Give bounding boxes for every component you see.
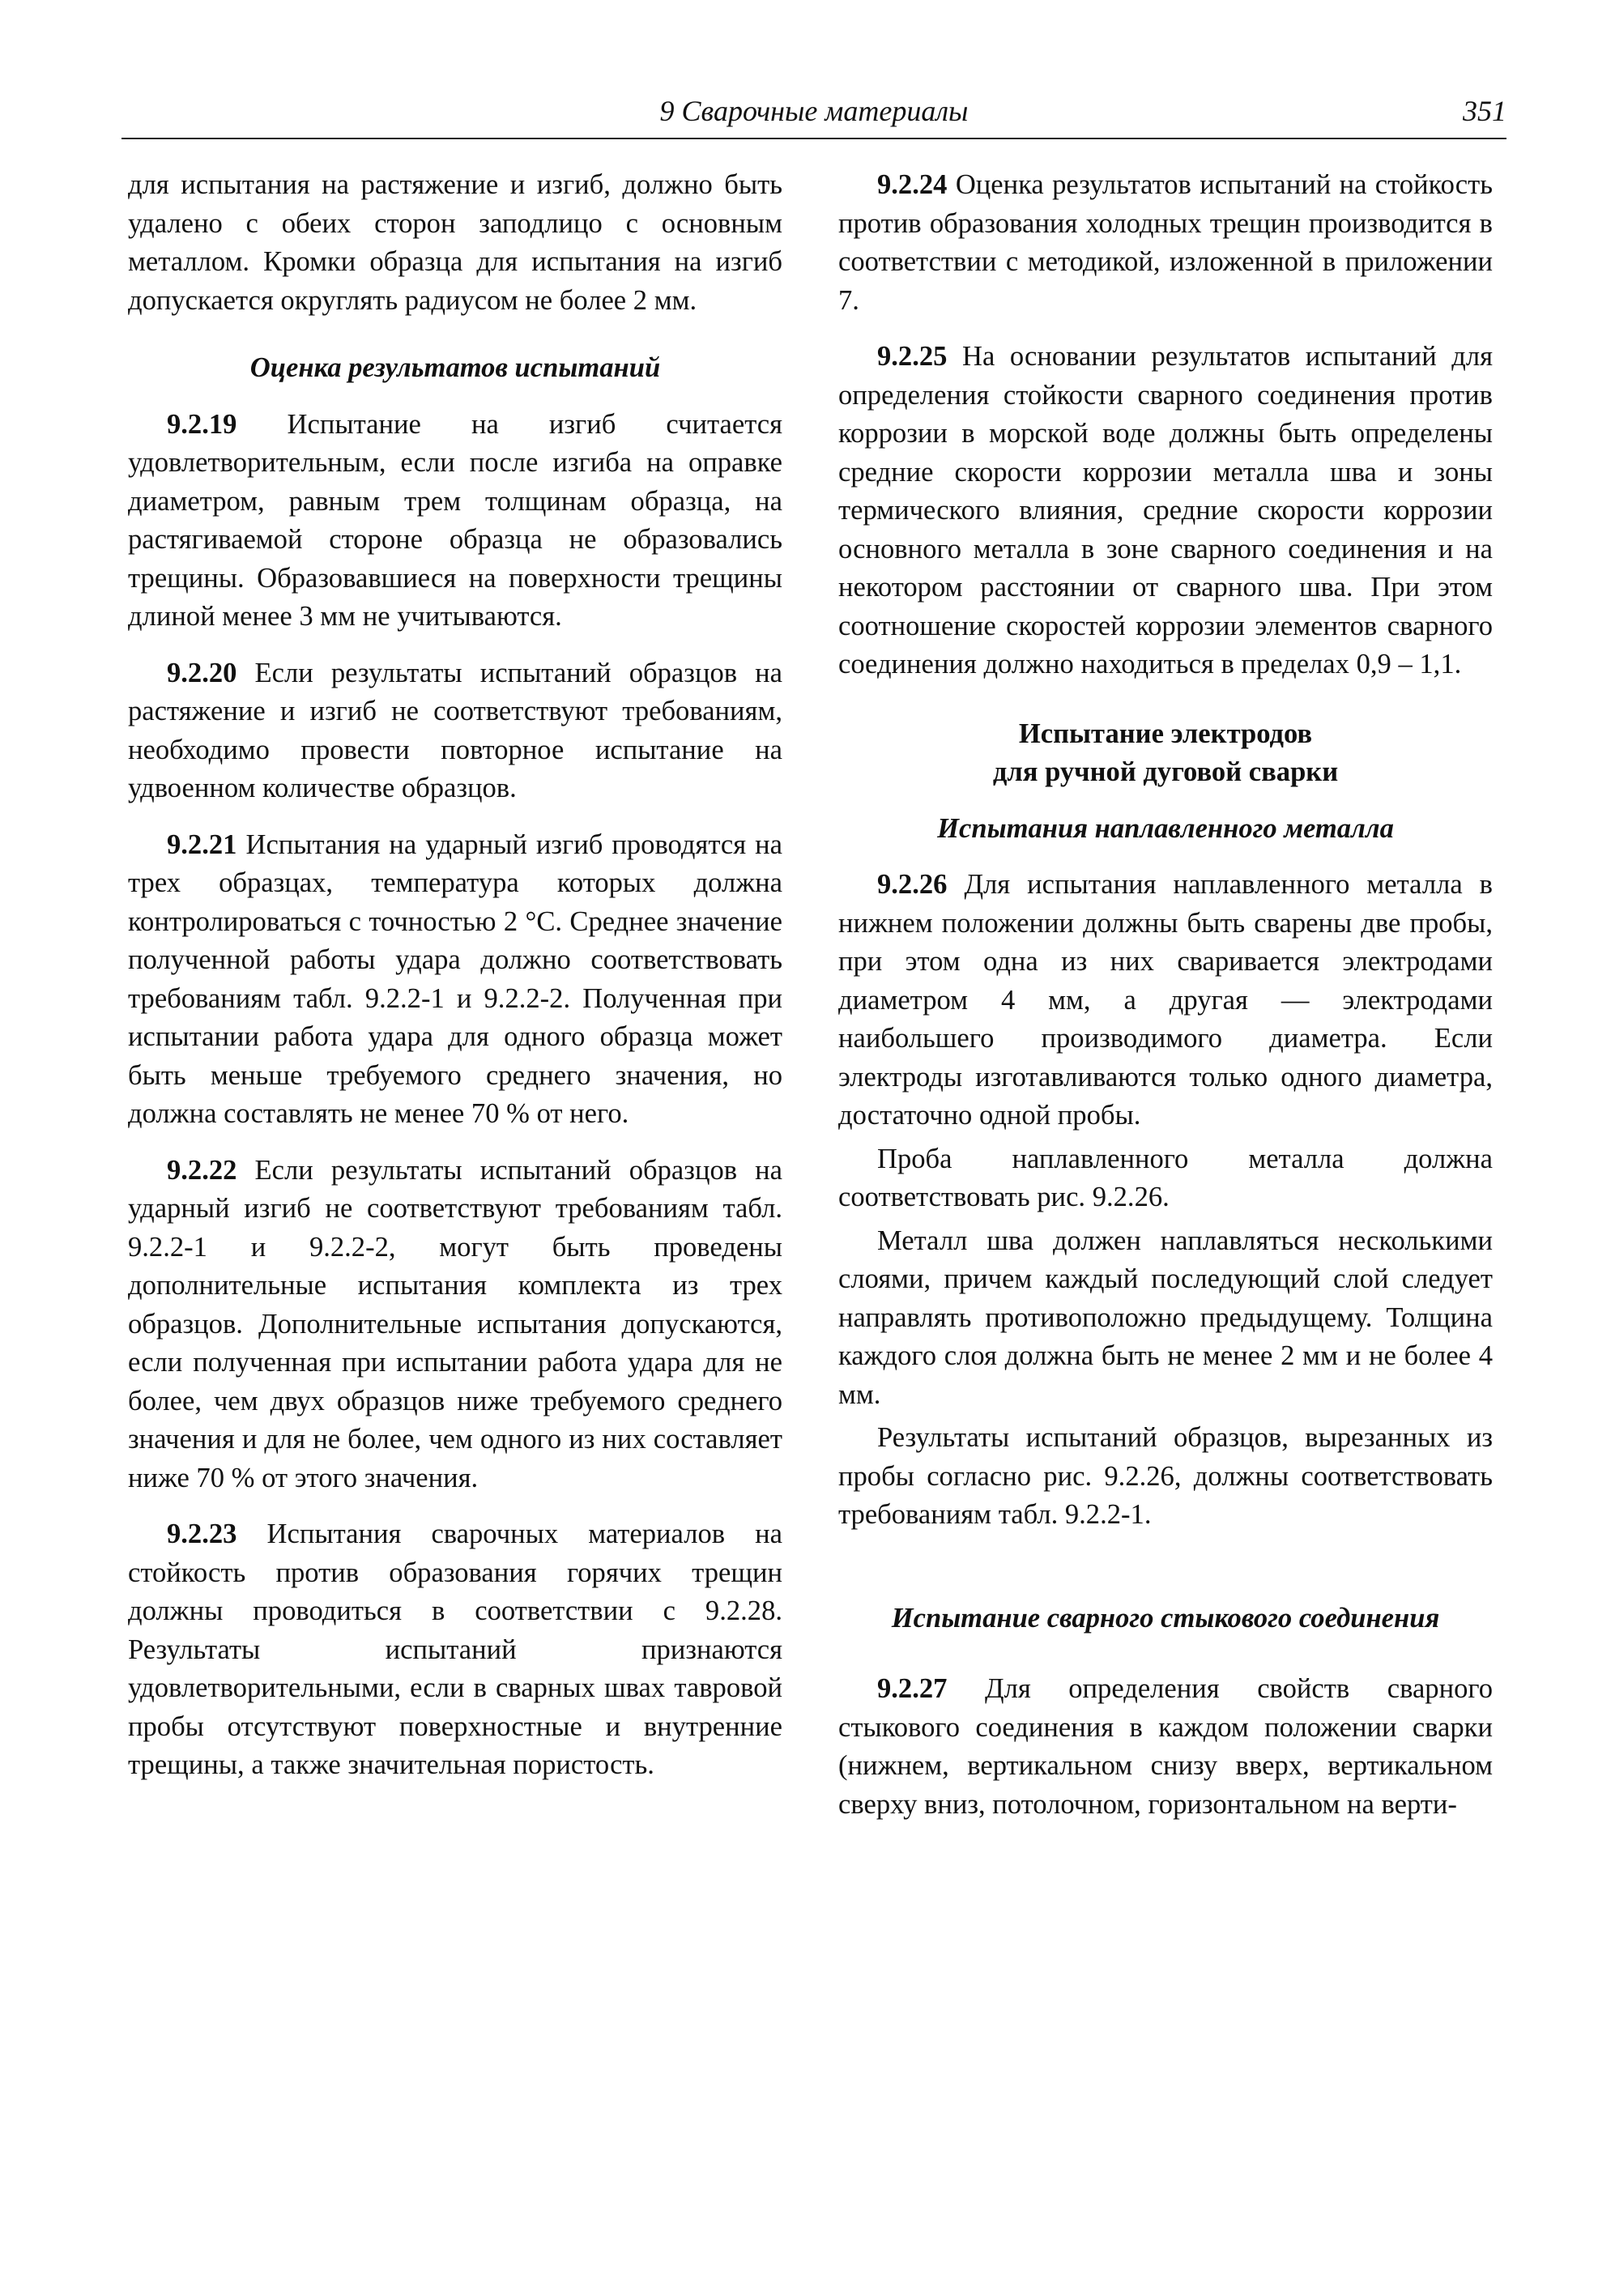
paragraph-number: 9.2.23 — [167, 1519, 237, 1549]
paragraph-text: Испытание на изгиб считается удовлетворительным, если после изгиба на оправке диаметром, равным трем толщинам образца, на растягиваемой стороне образца не образовались трещины. Образовавшиеся на поверхности трещины длиной менее 3 мм не учитываются. — [128, 408, 782, 632]
paragraph-9-2-26-d: Результаты испытаний образцов, вырезанных из пробы согласно рис. 9.2.26, должны соответствовать требованиям табл. 9.2.2-1. — [838, 1422, 1493, 1530]
paragraph-text: На основании результатов испытаний для определения стойкости сварного соединения против коррозии в морской воде должны быть определены средние скорости коррозии металла шва и зоны термического влияния, средние скорости коррозии основного металла в зоне сварного соединения и на некотором расстоянии от сварного шва. При этом соотношение скоростей коррозии элементов сварного соединения должно находиться в пределах 0,9 – 1,1. — [838, 341, 1493, 679]
paragraph-9-2-27 — [838, 1670, 1493, 1824]
paragraph-continuation: для испытания на растяжение и изгиб, должно быть удалено с обеих сторон заподлицо с основным металлом. Кромки образца для испытания на изгиб допускается округлять радиусом не более 2 мм. — [128, 169, 782, 316]
paragraph-number: 9.2.20 — [167, 657, 237, 688]
paragraph-9-2-23 — [128, 1515, 782, 1785]
section-heading-electrodes — [838, 715, 1493, 792]
subsection-heading-butt-joint: Испытание сварного стыкового соединения — [891, 1602, 1440, 1634]
paragraph-number: 9.2.19 — [167, 408, 237, 440]
paragraph-number: 9.2.26 — [877, 869, 948, 900]
paragraph-text: Испытания сварочных материалов на стойкость против образования горячих трещин должны проводиться в соответствии с 9.2.28. Результаты испытаний признаются удовлетворительными, если в сварных швах тавровой пробы отсутствуют поверхностные и внутренние трещины, а также значительная пористость. — [128, 1519, 782, 1780]
paragraph-number: 9.2.27 — [877, 1673, 948, 1704]
paragraph-text: Если результаты испытаний образцов на ударный изгиб не соответствуют требованиям табл. 9.2.2-1 и 9.2.2-2, могут быть проведены дополнительные испытания комплекта из трех образцов. Дополнительные испытания допускаются, если полученная при испытании работа удара для не более, чем двух образцов ниже требуемого среднего значения и для не более, чем одного из них составляет ниже 70 % от этого значения. — [128, 1154, 782, 1493]
paragraph-text: Если результаты испытаний образцов на растяжение и изгиб не соответствуют требованиям, необходимо провести повторное испытание на удвоенном количестве образцов. — [128, 657, 782, 803]
paragraph-9-2-20 — [128, 654, 782, 808]
paragraph-text: Оценка результатов испытаний на стойкость против образования холодных трещин производится в соответствии с методикой, изложенной в приложении 7. — [838, 169, 1493, 316]
heading-line-2: для ручной дуговой сварки — [992, 756, 1339, 787]
paragraph-number: 9.2.24 — [877, 169, 948, 200]
paragraph-number: 9.2.25 — [877, 341, 948, 372]
paragraph-9-2-24 — [838, 166, 1493, 320]
page-number: 351 — [1463, 95, 1506, 127]
paragraph-9-2-26-b: Проба наплавленного металла должна соответствовать рис. 9.2.26. — [838, 1143, 1493, 1212]
running-header — [121, 89, 1506, 139]
section-heading-evaluation: Оценка результатов испытаний — [249, 352, 661, 383]
paragraph-text: Испытания на ударный изгиб проводятся на трех образцах, температура которых должна контролироваться с точностью 2 °С. Среднее значение полученной работы удара должно соответствовать требованиям табл. 9.2.2-1 и 9.2.2-2. Полученная при испытании работа удара для одного образца может быть меньше требуемого среднего значения, но должна составлять не менее 70 % от него. — [128, 829, 782, 1129]
paragraph-9-2-21 — [128, 826, 782, 1134]
paragraph-text: Для испытания наплавленного металла в нижнем положении должны быть сварены две пробы, при этом одна из них сваривается электродами диаметром 4 мм, а другая — электродами наибольшего производимого диаметра. Если электроды изготавливаются только одного диаметра, достаточно одной пробы. — [838, 869, 1493, 1131]
paragraph-number: 9.2.21 — [167, 829, 237, 860]
paragraph-9-2-25 — [838, 338, 1493, 684]
left-column — [128, 166, 782, 1803]
paragraph-9-2-26 — [838, 866, 1493, 1135]
paragraph-9-2-22 — [128, 1152, 782, 1498]
paragraph-number: 9.2.22 — [167, 1154, 237, 1186]
heading-line-1: Испытание электродов — [1018, 718, 1313, 749]
paragraph-9-2-19 — [128, 406, 782, 637]
right-column — [838, 166, 1493, 1842]
chapter-title: 9 Сварочные материалы — [659, 95, 969, 127]
subsection-heading-deposited-metal: Испытания наплавленного металла — [937, 812, 1394, 844]
paragraph-text: Для определения свойств сварного стыкового соединения в каждом положении сварки (нижнем, вертикальном снизу вверх, вертикальном сверху вниз, потолочном, горизонтальном на верти- — [838, 1673, 1493, 1820]
paragraph-9-2-26-c: Металл шва должен наплавляться несколькими слоями, причем каждый последующий слой следует направлять противоположно предыдущему. Толщина каждого слоя должна быть не менее 2 мм и не более 4 мм. — [838, 1225, 1493, 1410]
